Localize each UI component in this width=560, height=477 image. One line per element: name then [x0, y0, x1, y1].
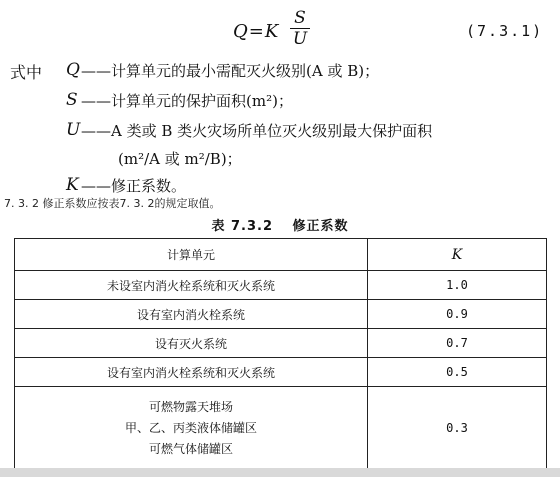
formula-fraction: [289, 8, 311, 49]
table-row: [15, 358, 547, 387]
cell-unit: 设有灭火系统: [15, 329, 368, 358]
correction-factor-table: [14, 238, 547, 470]
definition-u-text: ——A 类或 B 类火灾场所单位灭火级别最大保护面积: [81, 122, 433, 140]
table-row: [15, 387, 547, 470]
symbol-s: S: [66, 90, 78, 110]
table-caption-number: 表 7.3.2: [211, 219, 273, 234]
cell-unit-line: 甲、乙、丙类液体储罐区: [124, 420, 257, 435]
fraction-numerator: S: [294, 8, 306, 28]
definition-k-text: ——修正系数。: [81, 177, 187, 195]
cell-k: 0.7: [368, 329, 547, 358]
definitions-lead: 式中: [10, 63, 43, 82]
symbol-k: K: [66, 175, 79, 195]
cell-k: 0.9: [368, 300, 547, 329]
cell-unit-line: 可燃气体储罐区: [148, 441, 233, 456]
symbol-q: Q: [66, 60, 80, 80]
header-k: K: [368, 239, 547, 271]
cell-k: 0.5: [368, 358, 547, 387]
page-bottom-edge: [0, 468, 560, 477]
clause-note: 7. 3. 2 修正系数应按表7. 3. 2的规定取值。: [4, 197, 221, 210]
table-row: [15, 329, 547, 358]
formula-7-3-1: [0, 8, 560, 52]
table-caption: [0, 215, 560, 234]
table-caption-title: 修正系数: [292, 219, 349, 234]
definition-u-continuation: (m²/A 或 m²/B)；: [118, 150, 242, 168]
table-header-row: [15, 239, 547, 271]
cell-k: 1.0: [368, 271, 547, 300]
fraction-denominator: U: [292, 29, 308, 49]
formula-lhs: Q=K: [233, 21, 280, 42]
cell-unit: 未设室内消火栓系统和灭火系统: [15, 271, 368, 300]
table-row: [15, 271, 547, 300]
header-unit: 计算单元: [15, 239, 368, 271]
definition-q-text: ——计算单元的最小需配灭火级别(A 或 B)；: [81, 62, 380, 80]
table-row: [15, 300, 547, 329]
cell-unit-line: 可燃物露天堆场: [148, 399, 233, 414]
equation-number: (7.3.1): [466, 22, 544, 40]
cell-unit: 设有室内消火栓系统和灭火系统: [15, 358, 368, 387]
cell-k: 0.3: [368, 387, 547, 470]
symbol-u: U: [66, 120, 81, 140]
cell-unit-multiline: [15, 387, 368, 470]
cell-unit: 设有室内消火栓系统: [15, 300, 368, 329]
definition-s-text: ——计算单元的保护面积(m²)；: [81, 92, 293, 110]
